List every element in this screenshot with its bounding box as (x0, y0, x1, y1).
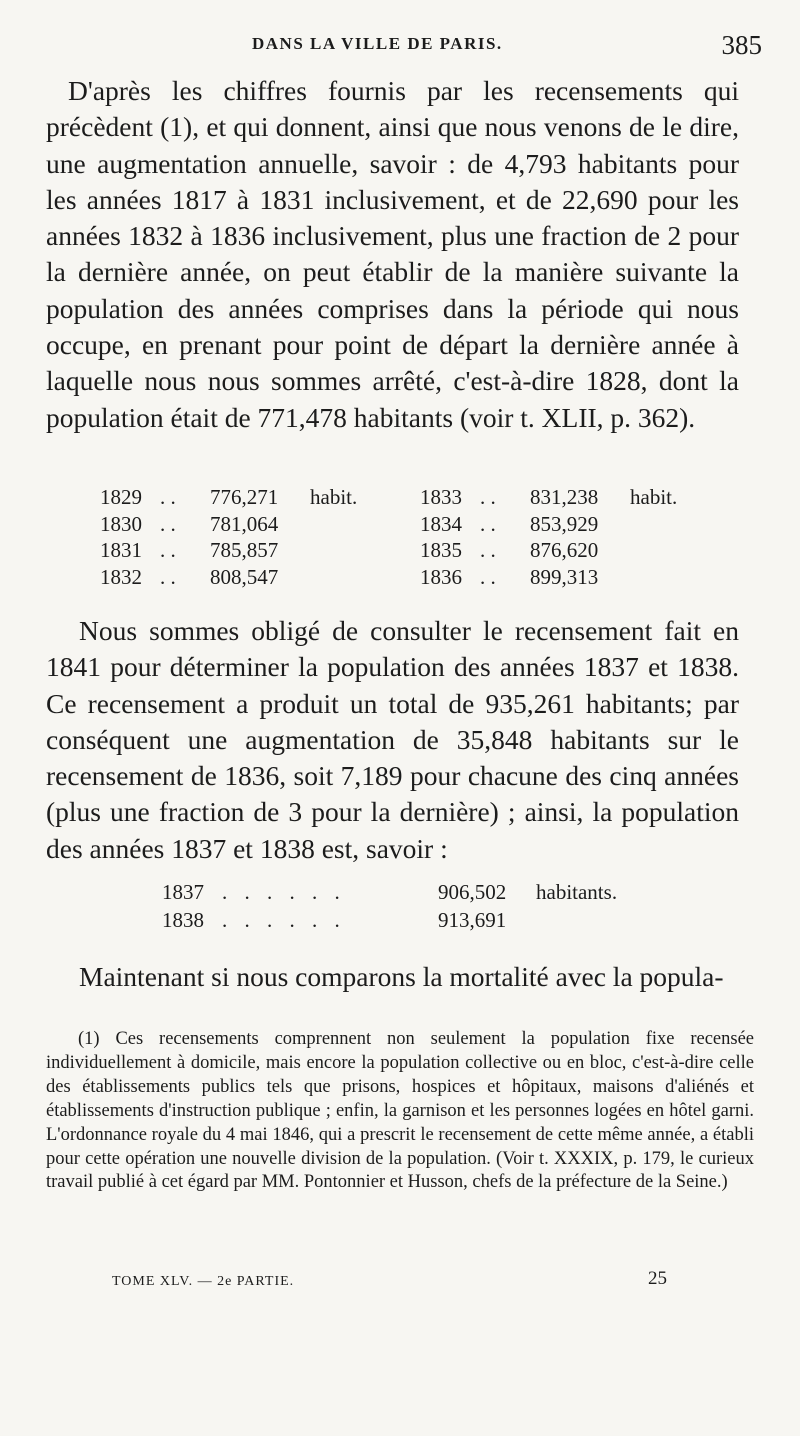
population-table-1829-1836 (100, 484, 740, 590)
year-cell: 1833 (420, 485, 462, 509)
paragraph-3: Maintenant si nous comparons la mortalité avec la popula- (79, 961, 724, 992)
population-value: 853,929 (530, 511, 599, 536)
unit-label: habit. (630, 485, 678, 509)
leader-dots: . . (480, 511, 496, 536)
leader-dots: . . (160, 511, 176, 536)
year-cell: 1834 (420, 511, 462, 536)
page-number: 385 (721, 30, 762, 60)
leader-dots: . . (160, 485, 176, 509)
leader-dots: . . (160, 564, 176, 589)
unit-label (310, 511, 420, 538)
running-title: DANS LA VILLE DE PARIS. (252, 34, 503, 53)
paragraph-1: D'après les chiffres fournis par les recensements qui précèdent (1), et qui donnent, ainsi que nous venons de le dire, une augmentation annuelle, savoir : de 4,793 habitants pour les années 1817 à 1831 inclusivement, et de 22,690 pour les années 1832 à 1836 inclusivement, plus une fraction de 2 pour la dernière année, on peut établir de la manière suivante la population des années comprises dans la période qui nous occupe, en prenant pour point de départ la dernière année à laquelle nous nous sommes arrêté, c'est-à-dire 1828, dont la population était de 771,478 habitants (voir t. XLII, p. 362). (46, 75, 739, 433)
population-value: 906,502 (438, 880, 507, 904)
leader-dots: . . (160, 538, 176, 562)
year-cell: 1829 (100, 485, 142, 509)
leader-dots: . . . . . . (222, 908, 346, 932)
unit-label (310, 564, 420, 591)
population-value: 785,857 (210, 538, 279, 562)
population-value: 776,271 (210, 485, 279, 509)
unit-label (630, 564, 740, 591)
unit-label: habit. (310, 485, 358, 509)
population-value: 781,064 (210, 511, 279, 536)
year-cell: 1830 (100, 511, 142, 536)
year-cell: 1837 (162, 880, 204, 904)
table-row (100, 537, 740, 564)
page-header (0, 30, 800, 64)
leader-dots: . . (480, 564, 496, 589)
year-cell: 1832 (100, 564, 142, 589)
page-footer (0, 1268, 800, 1298)
population-value: 831,238 (530, 485, 599, 509)
leader-dots: . . (480, 538, 496, 562)
population-table-1837-1838 (162, 878, 656, 934)
leader-dots: . . (480, 485, 496, 509)
printer-signature: TOME XLV. — 2e PARTIE. (112, 1274, 295, 1289)
population-value: 899,313 (530, 564, 599, 589)
year-cell: 1836 (420, 564, 462, 589)
table-row (162, 878, 656, 906)
year-cell: 1838 (162, 908, 204, 932)
population-value: 808,547 (210, 564, 279, 589)
footnote: (1) Ces recensements comprennent non seulement la population fixe recensée individuellement à domicile, mais encore la population collective ou en bloc, c'est-à-dire celle des établissements publics tels que prisons, hospices et hôpitaux, maisons d'aliénés et établissements d'instruction publique ; enfin, la garnison et les personnes logées en hôtel garni. L'ordonnance royale du 4 mai 1846, qui a prescrit le recensement de cette même année, a établi pour cette opération une nouvelle division de la population. (Voir t. XXXIX, p. 179, le curieux travail publié à cet égard par MM. Pontonnier et Husson, chefs de la préfecture de la Seine.) (46, 1029, 754, 1193)
unit-label (536, 906, 656, 934)
table-row (100, 511, 740, 538)
table-row (100, 484, 740, 511)
population-value: 876,620 (530, 538, 599, 562)
year-cell: 1835 (420, 538, 462, 562)
table-row (162, 906, 656, 934)
year-cell: 1831 (100, 538, 142, 562)
unit-label (630, 537, 740, 564)
leader-dots: . . . . . . (222, 880, 346, 904)
signature-number: 25 (648, 1268, 667, 1289)
table-row (100, 564, 740, 591)
unit-label: habitants. (536, 880, 618, 904)
unit-label (630, 511, 740, 538)
unit-label (310, 537, 420, 564)
paragraph-2: Nous sommes obligé de consulter le recensement fait en 1841 pour déterminer la population des années 1837 et 1838. Ce recensement a produit un total de 935,261 habitants; par conséquent une augmentation de 35,848 habitants sur le recensement de 1836, soit 7,189 pour chacune des cinq années (plus une fraction de 3 pour la dernière) ; ainsi, la population des années 1837 et 1838 est, savoir : (46, 615, 739, 864)
population-value: 913,691 (438, 908, 507, 932)
